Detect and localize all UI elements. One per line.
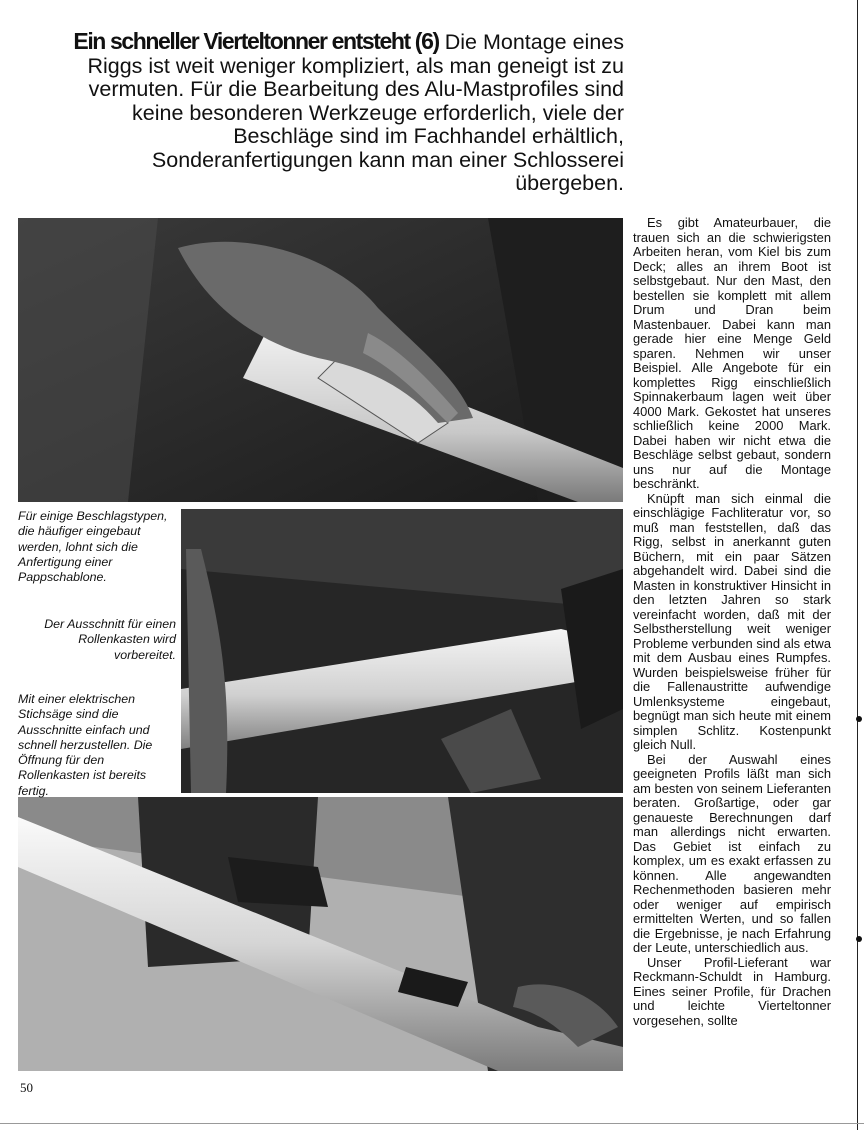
caption-sheave-box: Der Ausschnitt für einen Rollenkasten wird vorbereitet. [44,617,176,662]
margin-mark [856,716,862,722]
body-paragraph: Bei der Auswahl eines geeigneten Profils läßt man sich am besten von seinem Lieferanten beraten. Großartige, oder gar genaueste Berechnungen darf man allerdings nicht erwarten. Das Gebiet ist einfach zu komplex, um es exakt erfassen zu können. Alle angewandten Rechenmethoden basieren mehr oder weniger auf empirisch ermittelten Werten, und so fallen die Ergebnisse, je nach Erfahrung der Leute, unterschiedlich aus. [633,751,831,955]
body-paragraph: Knüpft man sich einmal die einschlägige Fachliteratur vor, so muß man feststellen, daß das Rigg, selbst in anerkannt guten Büchern, mit ein paar Sätzen abgehandelt wird. Dabei sind die Masten in konstruktiver Hinsicht in den letzten Jahren so stark vereinfacht worden, daß mit der Selbstherstellung weit weniger Probleme verbunden sind als etwa mit dem Ausbau eines Rumpfes. Wurden beispielsweise früher für die Fallenaustritte aufwendige Umlenksysteme eingebaut, begnügt man sich heute mit einem simplen Schlitz. Kostenpunkt gleich Null. [633,490,831,752]
page-edge-bottom [0,1123,864,1124]
photo-sheave-box-cutout [181,509,623,793]
caption-template: Für einige Beschlagstypen, die häufiger eingebaut werden, lohnt sich die Anfertigung einer Pappschablone. [18,509,168,585]
caption-jigsaw: Mit einer elektrischen Stichsäge sind die Ausschnitte einfach und schnell herzustellen. Die Öffnung für den Rollenkasten ist bereits fertig. [18,692,153,798]
page-number: 50 [20,1080,33,1095]
page-edge-right [857,0,858,1130]
article-title: Ein schneller Vierteltonner entsteht (6) [73,28,439,54]
body-paragraph: Es gibt Amateurbauer, die trauen sich an die schwierigsten Arbeiten heran, vom Kiel bis zum Deck; alles an ihrem Boot ist selbstgebaut. Nur den Mast, den bestellen sie komplett mit allem Drum und Dran beim Mastenbauer. Dabei kann man gerade hier eine Menge Geld sparen. Nehmen wir unser Beispiel. Alle Angebote für ein komplettes Rigg einschließlich Spinnakerbaum lagen weit über 4000 Mark. Gekostet hat unseres schließlich keine 2000 Mark. Dabei haben wir nicht etwa die Beschläge selbst gebaut, sondern uns nur auf die Montage beschränkt. [633,215,831,491]
margin-mark [856,936,862,942]
article-intro: Die Montage eines Riggs ist weit weniger kompliziert, als man geneigt ist zu vermuten. Für die Bearbeitung des Alu-Mastprofiles sind keine besonderen Werkzeuge erforderlich, viele der Beschläge sind im Fachhandel erhältlich, Sonderanfertigungen kann man einer Schlosserei übergeben. [87,30,624,195]
headline [44,30,624,196]
photo-jigsaw-cutting [18,797,623,1071]
photo-template-on-mast [18,218,623,502]
body-text-column [633,216,831,1028]
body-paragraph: Unser Profil-Lieferant war Reckmann-Schuldt in Hamburg. Eines seiner Profile, für Drachen und leichte Vierteltonner vorgesehen, sollte [633,954,831,1028]
